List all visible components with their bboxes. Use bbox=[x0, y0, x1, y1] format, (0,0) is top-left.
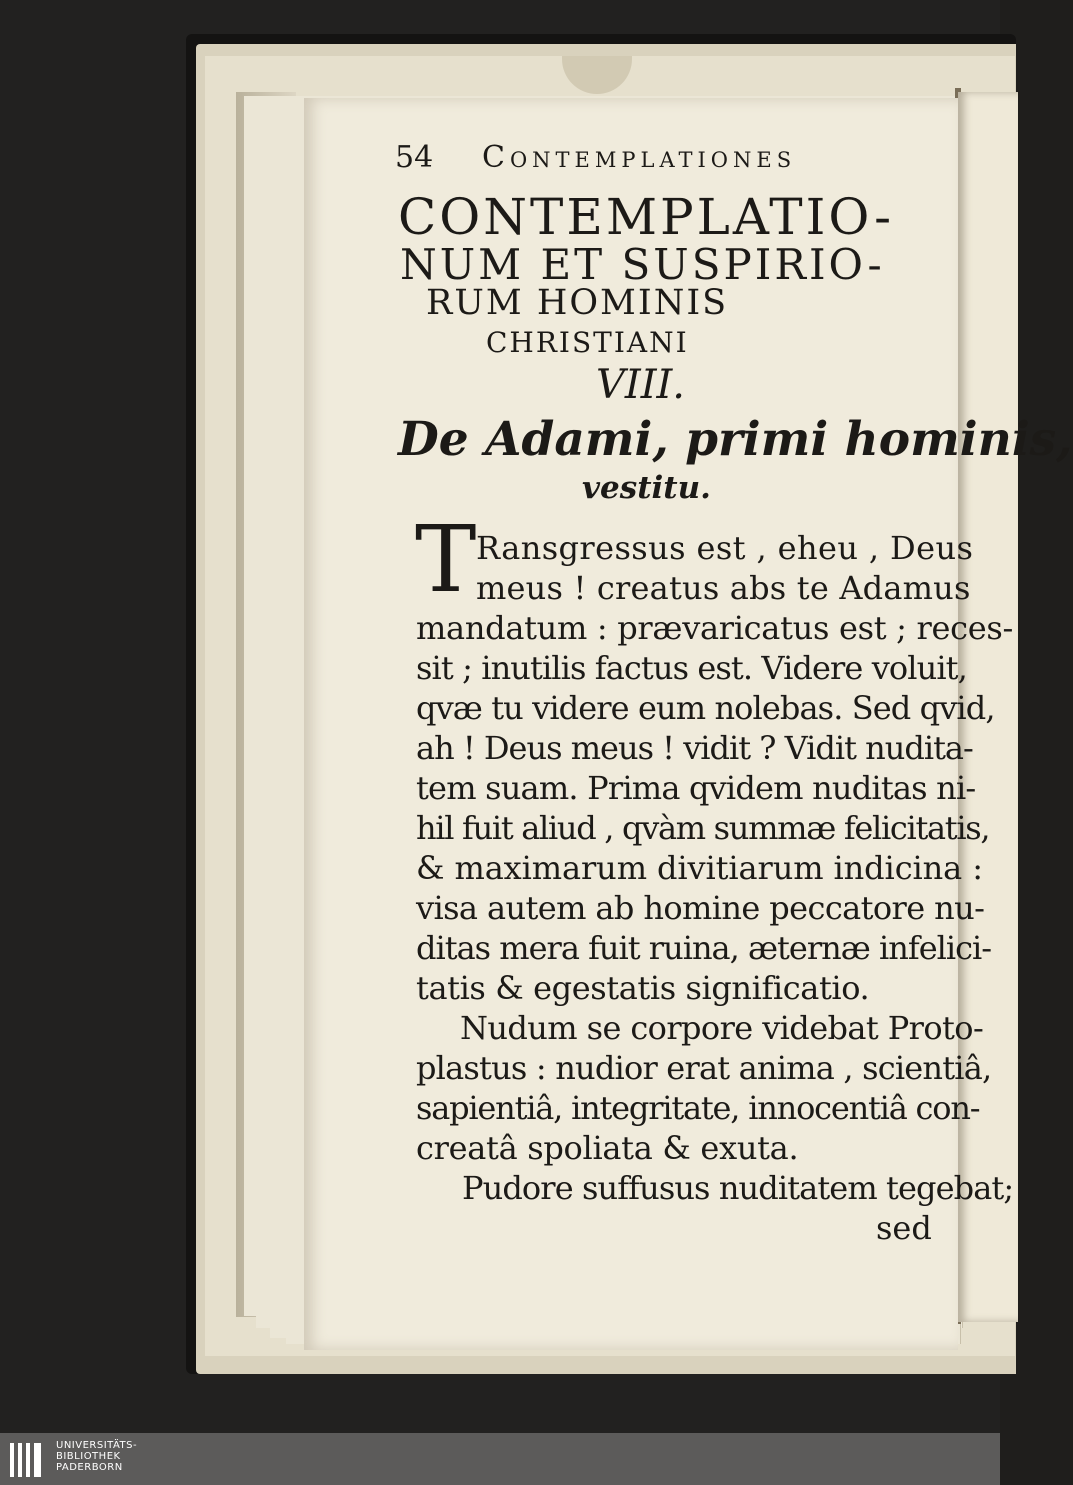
library-logo-icon bbox=[10, 1443, 14, 1477]
body-line: hil fuit aliud , qvàm summæ felicitatis, bbox=[416, 809, 990, 847]
running-head: Contemplationes bbox=[482, 140, 797, 175]
chapter-number: VIII. bbox=[596, 362, 686, 408]
body-line: tem suam. Prima qvidem nuditas ni- bbox=[416, 769, 976, 807]
body-line: qvæ tu videre eum nolebas. Sed qvid, bbox=[416, 689, 995, 727]
drop-cap: T bbox=[415, 506, 477, 613]
logo-text-line-1: UNIVERSITÄTS- bbox=[56, 1440, 138, 1451]
title-line-2: NUM ET SUSPIRIO- bbox=[400, 240, 885, 289]
library-logo-icon bbox=[26, 1443, 30, 1477]
body-line: tatis & egestatis significatio. bbox=[416, 969, 870, 1007]
body-line: meus ! creatus abs te Adamus bbox=[476, 569, 971, 607]
library-logo-icon bbox=[18, 1443, 22, 1477]
library-logo-icon bbox=[34, 1443, 41, 1477]
body-line: creatâ spoliata & exuta. bbox=[416, 1129, 799, 1167]
body-line: visa autem ab homine peccatore nu- bbox=[416, 889, 985, 927]
title-line-4: CHRISTIANI bbox=[486, 326, 689, 359]
library-footer bbox=[0, 1433, 1000, 1485]
body-line: & maximarum divitiarum indicina : bbox=[416, 849, 983, 887]
body-line: plastus : nudior erat anima , scientiâ, bbox=[416, 1049, 992, 1087]
body-line: Pudore suffusus nuditatem tegebat; bbox=[462, 1169, 1014, 1207]
body-line: Nudum se corpore videbat Proto- bbox=[460, 1009, 984, 1047]
title-line-1: CONTEMPLATIO- bbox=[398, 188, 895, 246]
body-line: sapientiâ, integritate, innocentiâ con- bbox=[416, 1089, 980, 1127]
chapter-subtitle-1: De Adami, primi hominis, bbox=[398, 412, 1073, 467]
catchword: sed bbox=[876, 1209, 932, 1247]
body-line: ah ! Deus meus ! vidit ? Vidit nudita- bbox=[416, 729, 973, 767]
page-number: 54 bbox=[395, 140, 434, 175]
title-line-3: RUM HOMINIS bbox=[426, 283, 729, 323]
body-line: mandatum : prævaricatus est ; reces- bbox=[416, 609, 1014, 647]
logo-text-line-2: BIBLIOTHEK bbox=[56, 1451, 121, 1462]
body-line: ditas mera fuit ruina, æternæ infelici- bbox=[416, 929, 992, 967]
body-line: sit ; inutilis factus est. Videre voluit, bbox=[416, 649, 967, 687]
logo-text-line-3: PADERBORN bbox=[56, 1462, 123, 1473]
body-line: Ransgressus est , eheu , Deus bbox=[476, 529, 974, 567]
chapter-subtitle-2: vestitu. bbox=[582, 470, 711, 506]
